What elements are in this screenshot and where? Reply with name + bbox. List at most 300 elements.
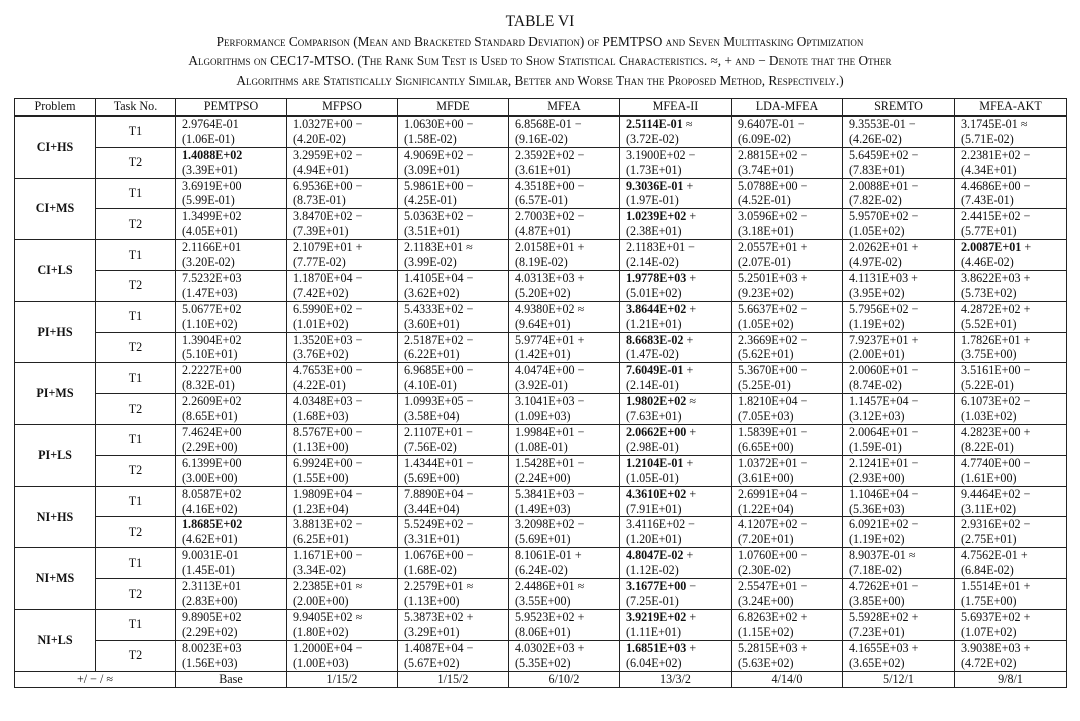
significance-sign: + bbox=[1023, 609, 1031, 624]
mean-value: 4.0302E+03 bbox=[515, 640, 575, 655]
mean-value: 5.9861E+00 bbox=[404, 178, 464, 193]
column-header: MFEA-AKT bbox=[955, 98, 1067, 116]
result-cell bbox=[398, 209, 509, 240]
task-number: T2 bbox=[96, 640, 176, 671]
result-cell bbox=[509, 301, 620, 332]
result-cell bbox=[955, 147, 1067, 178]
std-value: (1.07E+02) bbox=[961, 624, 1017, 639]
std-value: (1.05E+02) bbox=[849, 224, 905, 239]
result-cell bbox=[955, 301, 1067, 332]
mean-value: 2.5187E+02 bbox=[404, 332, 464, 347]
std-value: (5.67E+02) bbox=[404, 655, 460, 670]
significance-sign: − bbox=[1023, 486, 1031, 501]
mean-value: 9.8905E+02 bbox=[182, 609, 242, 624]
std-value: (5.36E+03) bbox=[849, 501, 905, 516]
column-header: MFDE bbox=[398, 98, 509, 116]
std-value: (2.00E+01) bbox=[849, 347, 905, 362]
std-value: (1.08E-01) bbox=[515, 439, 568, 454]
result-cell bbox=[620, 363, 732, 394]
mean-value: 1.9984E+01 bbox=[515, 425, 575, 440]
mean-value: 1.0630E+00 bbox=[404, 116, 464, 131]
std-value: (7.18E-02) bbox=[849, 563, 902, 578]
std-value: (4.97E-02) bbox=[849, 255, 902, 270]
significance-sign: − bbox=[577, 209, 585, 224]
result-cell bbox=[732, 301, 843, 332]
std-value: (6.25E+01) bbox=[293, 532, 349, 547]
result-cell bbox=[176, 363, 287, 394]
significance-sign: − bbox=[577, 363, 585, 378]
mean-value: 1.1457E+04 bbox=[849, 394, 909, 409]
mean-value: 7.4624E+00 bbox=[182, 425, 242, 440]
std-value: (7.63E+01) bbox=[626, 409, 682, 424]
mean-value: 4.9380E+02 bbox=[515, 301, 575, 316]
mean-value: 2.2381E+02 bbox=[961, 147, 1021, 162]
result-cell bbox=[287, 455, 398, 486]
std-value: (5.62E+01) bbox=[738, 347, 794, 362]
significance-sign: + bbox=[911, 640, 919, 655]
mean-value: 2.0557E+01 bbox=[738, 240, 798, 255]
significance-sign: − bbox=[466, 363, 474, 378]
summary-value: Base bbox=[176, 671, 287, 687]
significance-sign: − bbox=[911, 486, 919, 501]
mean-value: 4.1207E+02 bbox=[738, 517, 798, 532]
significance-sign: − bbox=[577, 486, 585, 501]
result-cell bbox=[509, 209, 620, 240]
significance-sign: − bbox=[355, 332, 363, 347]
std-value: (7.43E-01) bbox=[961, 193, 1014, 208]
std-value: (5.63E+02) bbox=[738, 655, 794, 670]
result-cell bbox=[732, 270, 843, 301]
result-cell bbox=[620, 579, 732, 610]
task-number: T2 bbox=[96, 579, 176, 610]
mean-value: 1.0760E+00 bbox=[738, 548, 798, 563]
std-value: (3.74E+01) bbox=[738, 162, 794, 177]
result-cell bbox=[176, 517, 287, 548]
task-number: T1 bbox=[96, 178, 176, 209]
task-number: T2 bbox=[96, 332, 176, 363]
result-cell bbox=[843, 240, 955, 271]
significance-sign: − bbox=[355, 301, 363, 316]
mean-value: 5.2815E+03 bbox=[738, 640, 798, 655]
result-cell bbox=[176, 394, 287, 425]
result-cell bbox=[398, 178, 509, 209]
table-body bbox=[15, 116, 1067, 671]
significance-sign: + bbox=[689, 270, 697, 285]
mean-value: 2.3592E+02 bbox=[515, 147, 575, 162]
mean-value: 4.1131E+03 bbox=[849, 270, 909, 285]
table-description bbox=[0, 32, 1080, 90]
mean-value: 4.7262E+01 bbox=[849, 579, 909, 594]
std-value: (6.04E+02) bbox=[626, 655, 682, 670]
std-value: (1.68E-02) bbox=[404, 563, 457, 578]
mean-value: 2.5547E+01 bbox=[738, 579, 798, 594]
result-cell bbox=[176, 301, 287, 332]
summary-value: 1/15/2 bbox=[398, 671, 509, 687]
std-value: (8.06E+01) bbox=[515, 624, 571, 639]
std-value: (4.94E+01) bbox=[293, 162, 349, 177]
significance-sign: − bbox=[577, 425, 585, 440]
significance-sign: − bbox=[1023, 455, 1031, 470]
significance-sign: − bbox=[355, 455, 363, 470]
std-value: (1.00E+03) bbox=[293, 655, 349, 670]
significance-sign: + bbox=[800, 270, 808, 285]
std-value: (6.84E-02) bbox=[961, 563, 1014, 578]
column-header: PEMTPSO bbox=[176, 98, 287, 116]
mean-value: 2.9764E-01 bbox=[182, 116, 239, 131]
result-cell bbox=[509, 609, 620, 640]
std-value: (5.35E+02) bbox=[515, 655, 571, 670]
result-cell bbox=[843, 147, 955, 178]
std-value: (5.77E+01) bbox=[961, 224, 1017, 239]
task-number: T1 bbox=[96, 486, 176, 517]
std-value: (2.24E+00) bbox=[515, 470, 571, 485]
mean-value: 1.5839E+01 bbox=[738, 425, 798, 440]
result-cell bbox=[732, 394, 843, 425]
significance-sign: + bbox=[577, 240, 585, 255]
mean-value: 6.8263E+02 bbox=[738, 609, 798, 624]
significance-sign: − bbox=[911, 147, 919, 162]
std-value: (1.19E+02) bbox=[849, 316, 905, 331]
std-value: (1.56E+03) bbox=[182, 655, 238, 670]
result-cell bbox=[843, 455, 955, 486]
significance-sign: + bbox=[689, 209, 697, 224]
result-cell bbox=[620, 147, 732, 178]
mean-value: 4.0313E+03 bbox=[515, 270, 575, 285]
result-cell bbox=[176, 609, 287, 640]
table-row bbox=[15, 116, 1067, 147]
mean-value: 4.2872E+02 bbox=[961, 301, 1021, 316]
std-value: (1.97E-01) bbox=[626, 193, 679, 208]
significance-sign: − bbox=[911, 425, 919, 440]
significance-sign: − bbox=[911, 394, 919, 409]
result-cell bbox=[620, 209, 732, 240]
significance-sign: − bbox=[800, 486, 808, 501]
result-cell bbox=[955, 579, 1067, 610]
significance-sign: + bbox=[689, 425, 697, 440]
result-cell bbox=[732, 455, 843, 486]
mean-value: 9.3553E-01 bbox=[849, 116, 906, 131]
mean-value: 2.3669E+02 bbox=[738, 332, 798, 347]
std-value: (3.92E-01) bbox=[515, 378, 568, 393]
std-value: (1.47E+03) bbox=[182, 285, 238, 300]
result-cell bbox=[955, 178, 1067, 209]
std-value: (1.20E+01) bbox=[626, 532, 682, 547]
result-cell bbox=[398, 579, 509, 610]
significance-sign: + bbox=[1023, 332, 1031, 347]
significance-sign: − bbox=[800, 147, 808, 162]
significance-sign: − bbox=[1023, 178, 1031, 193]
significance-sign: − bbox=[577, 178, 585, 193]
significance-sign: + bbox=[1023, 270, 1031, 285]
task-number: T2 bbox=[96, 455, 176, 486]
mean-value: 3.9038E+03 bbox=[961, 640, 1021, 655]
std-value: (2.00E+00) bbox=[293, 593, 349, 608]
result-cell bbox=[509, 116, 620, 147]
mean-value: 3.0596E+02 bbox=[738, 209, 798, 224]
std-value: (6.09E-02) bbox=[738, 131, 791, 146]
table-row bbox=[15, 425, 1067, 456]
significance-sign: − bbox=[1023, 394, 1031, 409]
significance-sign: + bbox=[800, 609, 808, 624]
std-value: (5.99E-01) bbox=[182, 193, 235, 208]
table-row bbox=[15, 147, 1067, 178]
mean-value: 1.2104E-01 bbox=[626, 455, 684, 470]
result-cell bbox=[509, 548, 620, 579]
std-value: (6.22E+01) bbox=[404, 347, 460, 362]
std-value: (1.61E+00) bbox=[961, 470, 1017, 485]
problem-name: CI+MS bbox=[15, 178, 96, 240]
mean-value: 1.9802E+02 bbox=[626, 394, 687, 409]
std-value: (7.83E+01) bbox=[849, 162, 905, 177]
std-value: (2.75E+01) bbox=[961, 532, 1017, 547]
significance-sign: + bbox=[911, 332, 919, 347]
significance-sign: − bbox=[1023, 147, 1031, 162]
mean-value: 2.0158E+01 bbox=[515, 240, 575, 255]
significance-sign: − bbox=[355, 178, 363, 193]
table-row bbox=[15, 209, 1067, 240]
significance-sign: + bbox=[800, 240, 808, 255]
mean-value: 7.9237E+01 bbox=[849, 332, 909, 347]
significance-sign: ≈ bbox=[355, 579, 363, 594]
column-header: Task No. bbox=[96, 98, 176, 116]
result-cell bbox=[398, 609, 509, 640]
result-cell bbox=[398, 640, 509, 671]
significance-sign: ≈ bbox=[355, 609, 363, 624]
significance-sign: − bbox=[355, 486, 363, 501]
std-value: (3.72E-02) bbox=[626, 131, 679, 146]
mean-value: 2.9316E+02 bbox=[961, 517, 1021, 532]
std-value: (1.23E+04) bbox=[293, 501, 349, 516]
result-cell bbox=[620, 486, 732, 517]
mean-value: 5.4333E+02 bbox=[404, 301, 464, 316]
mean-value: 4.3518E+00 bbox=[515, 178, 575, 193]
mean-value: 1.0327E+00 bbox=[293, 116, 353, 131]
mean-value: 3.8644E+02 bbox=[626, 301, 687, 316]
significance-sign: + bbox=[574, 548, 582, 563]
summary-label: +/ − / ≈ bbox=[15, 671, 176, 687]
std-value: (6.57E-01) bbox=[515, 193, 568, 208]
std-value: (4.10E-01) bbox=[404, 378, 457, 393]
mean-value: 7.5232E+03 bbox=[182, 270, 242, 285]
significance-sign: − bbox=[466, 640, 474, 655]
std-value: (1.01E+02) bbox=[293, 316, 349, 331]
std-value: (5.69E+00) bbox=[404, 470, 460, 485]
table-row bbox=[15, 332, 1067, 363]
mean-value: 1.5428E+01 bbox=[515, 455, 575, 470]
std-value: (1.15E+02) bbox=[738, 624, 794, 639]
std-value: (3.24E+00) bbox=[738, 593, 794, 608]
significance-sign: − bbox=[1023, 209, 1031, 224]
significance-sign: ≈ bbox=[1020, 116, 1028, 131]
result-cell bbox=[176, 147, 287, 178]
std-value: (1.11E+01) bbox=[626, 624, 682, 639]
result-cell bbox=[732, 240, 843, 271]
std-value: (5.69E+01) bbox=[515, 532, 571, 547]
result-cell bbox=[955, 609, 1067, 640]
result-cell bbox=[176, 240, 287, 271]
mean-value: 1.2000E+04 bbox=[293, 640, 353, 655]
mean-value: 6.8568E-01 bbox=[515, 116, 572, 131]
mean-value: 3.5161E+00 bbox=[961, 363, 1021, 378]
std-value: (2.98E-01) bbox=[626, 439, 679, 454]
mean-value: 4.0474E+00 bbox=[515, 363, 575, 378]
significance-sign: − bbox=[688, 517, 695, 532]
mean-value: 5.3841E+03 bbox=[515, 486, 575, 501]
significance-sign: − bbox=[689, 579, 697, 594]
task-number: T1 bbox=[96, 609, 176, 640]
result-cell bbox=[955, 394, 1067, 425]
std-value: (3.75E+00) bbox=[961, 347, 1017, 362]
std-value: (7.56E-02) bbox=[404, 439, 457, 454]
mean-value: 1.3520E+03 bbox=[293, 332, 353, 347]
result-cell bbox=[732, 425, 843, 456]
result-cell bbox=[843, 517, 955, 548]
task-number: T2 bbox=[96, 517, 176, 548]
mean-value: 2.0662E+00 bbox=[626, 425, 687, 440]
result-cell bbox=[732, 332, 843, 363]
result-cell bbox=[509, 240, 620, 271]
performance-table bbox=[14, 98, 1067, 688]
significance-sign: − bbox=[911, 579, 919, 594]
std-value: (2.14E-01) bbox=[626, 378, 679, 393]
std-value: (7.82E-02) bbox=[849, 193, 902, 208]
result-cell bbox=[620, 548, 732, 579]
result-cell bbox=[843, 116, 955, 147]
significance-sign: − bbox=[800, 301, 808, 316]
std-value: (3.60E+01) bbox=[404, 316, 460, 331]
significance-sign: − bbox=[466, 394, 474, 409]
mean-value: 3.8470E+02 bbox=[293, 209, 353, 224]
significance-sign: − bbox=[466, 486, 474, 501]
std-value: (4.25E-01) bbox=[404, 193, 457, 208]
significance-sign: + bbox=[686, 178, 694, 193]
task-number: T1 bbox=[96, 240, 176, 271]
column-header: MFEA-II bbox=[620, 98, 732, 116]
significance-sign: + bbox=[689, 301, 697, 316]
result-cell bbox=[287, 178, 398, 209]
significance-sign: − bbox=[466, 270, 474, 285]
result-cell bbox=[287, 301, 398, 332]
std-value: (5.73E+02) bbox=[961, 285, 1017, 300]
significance-sign: − bbox=[800, 209, 808, 224]
std-value: (2.14E-02) bbox=[626, 255, 679, 270]
mean-value: 6.9924E+00 bbox=[293, 455, 353, 470]
std-value: (1.59E-01) bbox=[849, 439, 902, 454]
std-value: (3.11E+02) bbox=[961, 501, 1017, 516]
std-value: (1.68E+03) bbox=[293, 409, 349, 424]
result-cell bbox=[955, 455, 1067, 486]
result-cell bbox=[509, 178, 620, 209]
significance-sign: + bbox=[1023, 579, 1031, 594]
result-cell bbox=[955, 363, 1067, 394]
mean-value: 1.0676E+00 bbox=[404, 548, 464, 563]
result-cell bbox=[732, 363, 843, 394]
mean-value: 1.0372E+01 bbox=[738, 455, 798, 470]
significance-sign: − bbox=[466, 209, 474, 224]
result-cell bbox=[843, 640, 955, 671]
std-value: (8.73E-01) bbox=[293, 193, 346, 208]
task-number: T1 bbox=[96, 116, 176, 147]
significance-sign: − bbox=[688, 147, 696, 162]
summary-value: 9/8/1 bbox=[955, 671, 1067, 687]
mean-value: 2.5114E-01 bbox=[626, 116, 683, 131]
std-value: (8.32E-01) bbox=[182, 378, 235, 393]
std-value: (8.19E-02) bbox=[515, 255, 568, 270]
significance-sign: + bbox=[1023, 640, 1031, 655]
result-cell bbox=[843, 363, 955, 394]
problem-name: PI+MS bbox=[15, 363, 96, 425]
significance-sign: − bbox=[908, 116, 916, 131]
mean-value: 2.1166E+01 bbox=[182, 240, 242, 255]
task-number: T1 bbox=[96, 425, 176, 456]
mean-value: 1.3904E+02 bbox=[182, 332, 242, 347]
mean-value: 1.9809E+04 bbox=[293, 486, 353, 501]
result-cell bbox=[176, 332, 287, 363]
result-cell bbox=[398, 425, 509, 456]
result-cell bbox=[287, 394, 398, 425]
result-cell bbox=[843, 178, 955, 209]
mean-value: 2.0262E+01 bbox=[849, 240, 909, 255]
std-value: (3.00E+00) bbox=[182, 470, 238, 485]
result-cell bbox=[287, 486, 398, 517]
significance-sign: + bbox=[686, 548, 694, 563]
significance-sign: − bbox=[911, 455, 919, 470]
std-value: (7.23E+01) bbox=[849, 624, 905, 639]
significance-sign: − bbox=[466, 425, 473, 440]
std-value: (9.23E+02) bbox=[738, 285, 794, 300]
significance-sign: − bbox=[577, 517, 585, 532]
significance-sign: − bbox=[355, 116, 363, 131]
std-value: (2.30E-02) bbox=[738, 563, 791, 578]
significance-sign: − bbox=[466, 301, 474, 316]
significance-sign: + bbox=[577, 270, 585, 285]
std-value: (1.09E+03) bbox=[515, 409, 571, 424]
mean-value: 3.1041E+03 bbox=[515, 394, 575, 409]
mean-value: 3.1745E-01 bbox=[961, 116, 1018, 131]
result-cell bbox=[955, 240, 1067, 271]
mean-value: 9.6407E-01 bbox=[738, 116, 795, 131]
mean-value: 1.4105E+04 bbox=[404, 270, 464, 285]
result-cell bbox=[732, 116, 843, 147]
std-value: (3.39E+01) bbox=[182, 162, 238, 177]
result-cell bbox=[732, 579, 843, 610]
mean-value: 5.3670E+00 bbox=[738, 363, 798, 378]
std-value: (7.42E+02) bbox=[293, 285, 349, 300]
std-value: (1.45E-01) bbox=[182, 563, 235, 578]
table-row bbox=[15, 240, 1067, 271]
mean-value: 4.7653E+00 bbox=[293, 363, 353, 378]
table-row bbox=[15, 178, 1067, 209]
mean-value: 4.3610E+02 bbox=[626, 486, 687, 501]
std-value: (1.06E-01) bbox=[182, 131, 235, 146]
significance-sign: − bbox=[466, 455, 474, 470]
result-cell bbox=[955, 270, 1067, 301]
significance-sign: − bbox=[800, 517, 808, 532]
result-cell bbox=[843, 579, 955, 610]
mean-value: 1.0993E+05 bbox=[404, 394, 464, 409]
significance-sign: ≈ bbox=[685, 116, 693, 131]
significance-sign: + bbox=[1023, 301, 1031, 316]
task-number: T2 bbox=[96, 209, 176, 240]
significance-sign: + bbox=[577, 332, 585, 347]
significance-sign: − bbox=[577, 147, 585, 162]
significance-sign: − bbox=[800, 548, 808, 563]
mean-value: 2.7003E+02 bbox=[515, 209, 575, 224]
significance-sign: + bbox=[577, 640, 585, 655]
table-caption bbox=[0, 0, 1080, 90]
mean-value: 2.2385E+01 bbox=[293, 579, 353, 594]
result-cell bbox=[620, 609, 732, 640]
